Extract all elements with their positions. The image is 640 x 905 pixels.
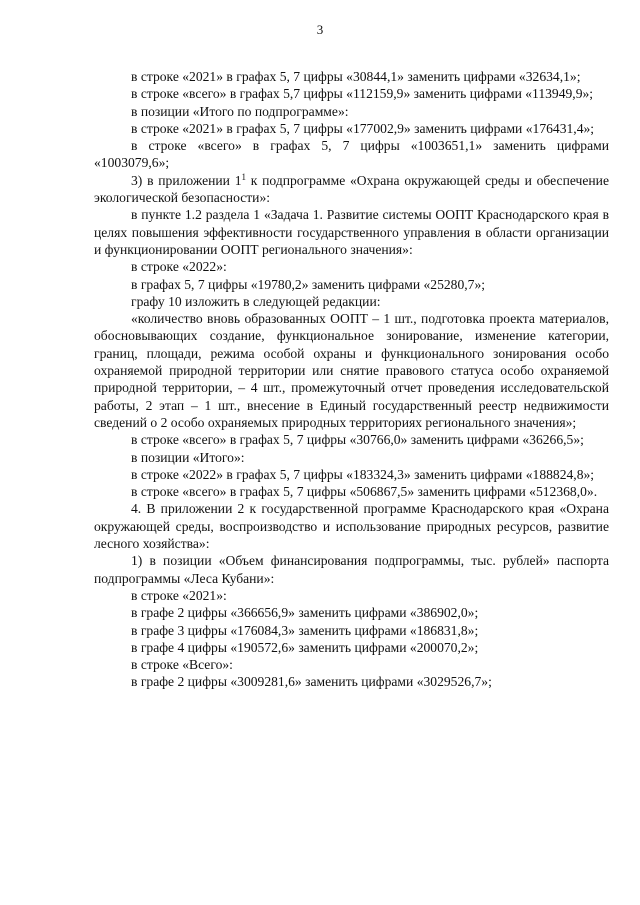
paragraph: в графе 4 цифры «190572,6» заменить цифрами «200070,2»; — [131, 639, 479, 655]
paragraph: в графах 5, 7 цифры «19780,2» заменить цифрами «25280,7»; — [131, 276, 486, 292]
paragraph: в строке «всего» в графах 5,7 цифры «112159,9» заменить цифрами «113949,9»; — [131, 86, 594, 102]
paragraph-quoted-text: «количество вновь образованных ООПТ – 1 шт., подготовка проекта материалов, обосновывающих создание, функциональное зонирование, изменение категории, границ, площади, режима особой охраны и функционального зонирования особо охраняемой природной территории или снятие правового статуса особо охраняемой природной территории, – 4 шт., промежуточный отчет проведения исследовательской работы, 2 этап – 1 шт., внесение в Единый государственный реестр недвижимости сведений о 2 особо охраняемых природных территориях регионального значения»; — [94, 311, 609, 430]
paragraph: в строке «всего» в графах 5, 7 цифры «1003651,1» заменить цифрами «1003079,6»; — [94, 138, 609, 171]
paragraph: в графе 2 цифры «3009281,6» заменить цифрами «3029526,7»; — [131, 674, 492, 690]
paragraph-text-after: к подпрограмме «Охрана окружающей среды и обеспечение экологической безопасности»: — [94, 172, 609, 206]
paragraph: в строке «2022»: — [131, 259, 227, 275]
paragraph: в строке «всего» в графах 5, 7 цифры «506867,5» заменить цифрами «512368,0». — [131, 484, 598, 500]
paragraph: в графе 2 цифры «366656,9» заменить цифрами «386902,0»; — [131, 605, 479, 621]
paragraph: в строке «2021» в графах 5, 7 цифры «177002,9» заменить цифрами «176431,4»; — [131, 120, 595, 136]
paragraph: в строке «2021» в графах 5, 7 цифры «30844,1» заменить цифрами «32634,1»; — [131, 69, 581, 84]
page-number: 3 — [316, 22, 324, 37]
paragraph: 1) в позиции «Объем финансирования подпрограммы, тыс. рублей» паспорта подпрограммы «Леса Кубани»: — [94, 553, 609, 586]
paragraph-appendix-reference — [94, 172, 609, 207]
paragraph: в графе 3 цифры «176084,3» заменить цифрами «186831,8»; — [131, 622, 479, 638]
document-body — [94, 68, 609, 691]
paragraph: в строке «2022» в графах 5, 7 цифры «183324,3» заменить цифрами «188824,8»; — [131, 466, 595, 482]
paragraph: 4. В приложении 2 к государственной программе Краснодарского края «Охрана окружающей среды, воспроизводство и использование природных ресурсов, развитие лесного хозяйства»: — [94, 501, 609, 552]
paragraph: графу 10 изложить в следующей редакции: — [131, 293, 381, 309]
superscript: 1 — [241, 171, 246, 182]
paragraph: в позиции «Итого»: — [131, 449, 245, 465]
paragraph: в позиции «Итого по подпрограмме»: — [131, 103, 349, 119]
paragraph-text-before: 3) в приложении 1 — [131, 172, 242, 188]
paragraph: в строке «2021»: — [131, 587, 227, 603]
paragraph: в строке «всего» в графах 5, 7 цифры «30766,0» заменить цифрами «36266,5»; — [131, 432, 584, 448]
paragraph: в строке «Всего»: — [131, 657, 233, 673]
paragraph: в пункте 1.2 раздела 1 «Задача 1. Развитие системы ООПТ Краснодарского края в целях повышения эффективности государственного управления в области организации и функционировании ООПТ регионального значения»: — [94, 207, 609, 257]
